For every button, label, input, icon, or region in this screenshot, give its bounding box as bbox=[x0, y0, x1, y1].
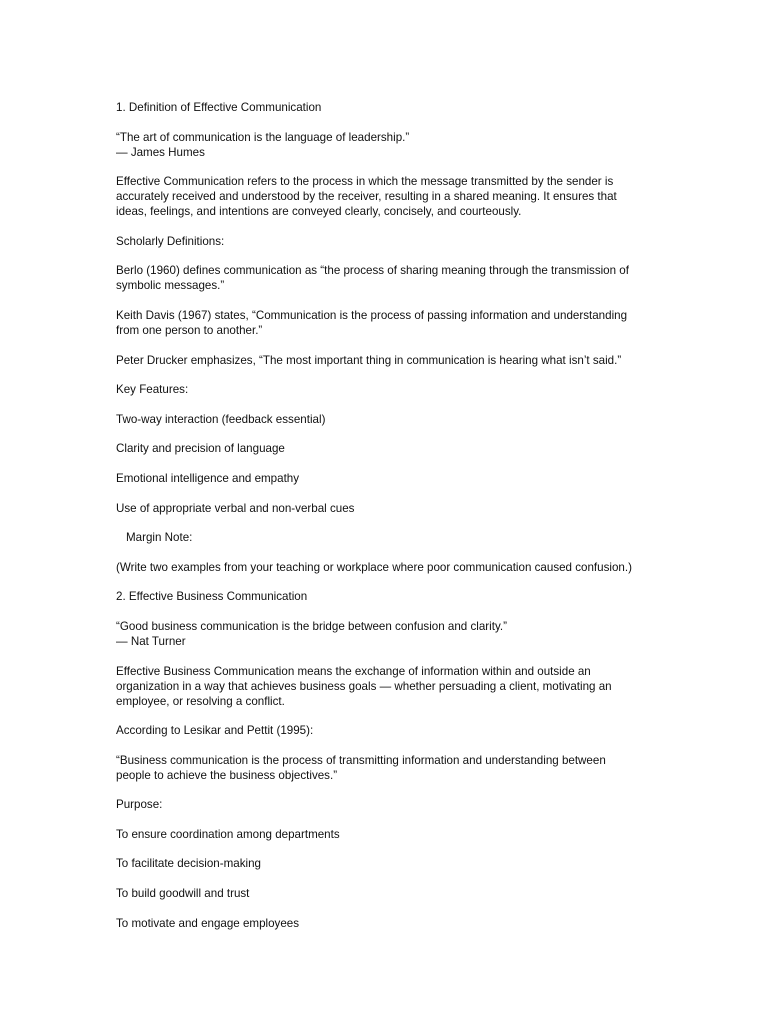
document-page bbox=[116, 100, 656, 945]
key-feature-item: Clarity and precision of language bbox=[116, 442, 285, 456]
berlo-definition: Berlo (1960) defines communication as “the process of sharing meaning through the transmission of symbolic messages.” bbox=[116, 264, 629, 293]
keith-davis-definition: Keith Davis (1967) states, “Communication is the process of passing information and understanding from one person to another.” bbox=[116, 308, 628, 337]
lesikar-pettit-quote: “Business communication is the process of transmitting information and understanding between people to achieve the business objectives.” bbox=[116, 753, 606, 782]
quote-james-humes: “The art of communication is the language of leadership.” — James Humes bbox=[116, 130, 410, 159]
margin-note-label: Margin Note: bbox=[126, 531, 193, 545]
definition-paragraph: Effective Communication refers to the process in which the message transmitted by the sender is accurately received and understood by the receiver, resulting in a shared meaning. It ensures that ideas, feelings, and intentions are conveyed clearly, concisely, and courteously. bbox=[116, 175, 617, 219]
purpose-item: To build goodwill and trust bbox=[116, 887, 250, 901]
scholarly-definitions-heading: Scholarly Definitions: bbox=[116, 234, 225, 248]
quote-nat-turner: “Good business communication is the bridge between confusion and clarity.” — Nat Turner bbox=[116, 619, 507, 648]
peter-drucker-quote: Peter Drucker emphasizes, “The most important thing in communication is hearing what isn’t said.” bbox=[116, 353, 622, 367]
business-communication-paragraph: Effective Business Communication means the exchange of information within and outside an organization in a way that achieves business goals — whether persuading a client, motivating an employee, or resolving a conflict. bbox=[116, 664, 612, 708]
key-feature-item: Two-way interaction (feedback essential) bbox=[116, 412, 326, 426]
purpose-item: To motivate and engage employees bbox=[116, 916, 300, 930]
lesikar-pettit-heading: According to Lesikar and Pettit (1995): bbox=[116, 724, 314, 738]
section-heading-definition: 1. Definition of Effective Communication bbox=[116, 101, 322, 114]
key-feature-item: Use of appropriate verbal and non-verbal cues bbox=[116, 501, 355, 515]
section-heading-business-communication: 2. Effective Business Communication bbox=[116, 590, 308, 604]
purpose-item: To ensure coordination among departments bbox=[116, 827, 340, 841]
margin-note-prompt: (Write two examples from your teaching or workplace where poor communication caused confusion.) bbox=[116, 560, 632, 574]
purpose-heading: Purpose: bbox=[116, 798, 163, 812]
key-features-heading: Key Features: bbox=[116, 383, 189, 397]
key-feature-item: Emotional intelligence and empathy bbox=[116, 471, 300, 485]
purpose-item: To facilitate decision-making bbox=[116, 857, 261, 871]
